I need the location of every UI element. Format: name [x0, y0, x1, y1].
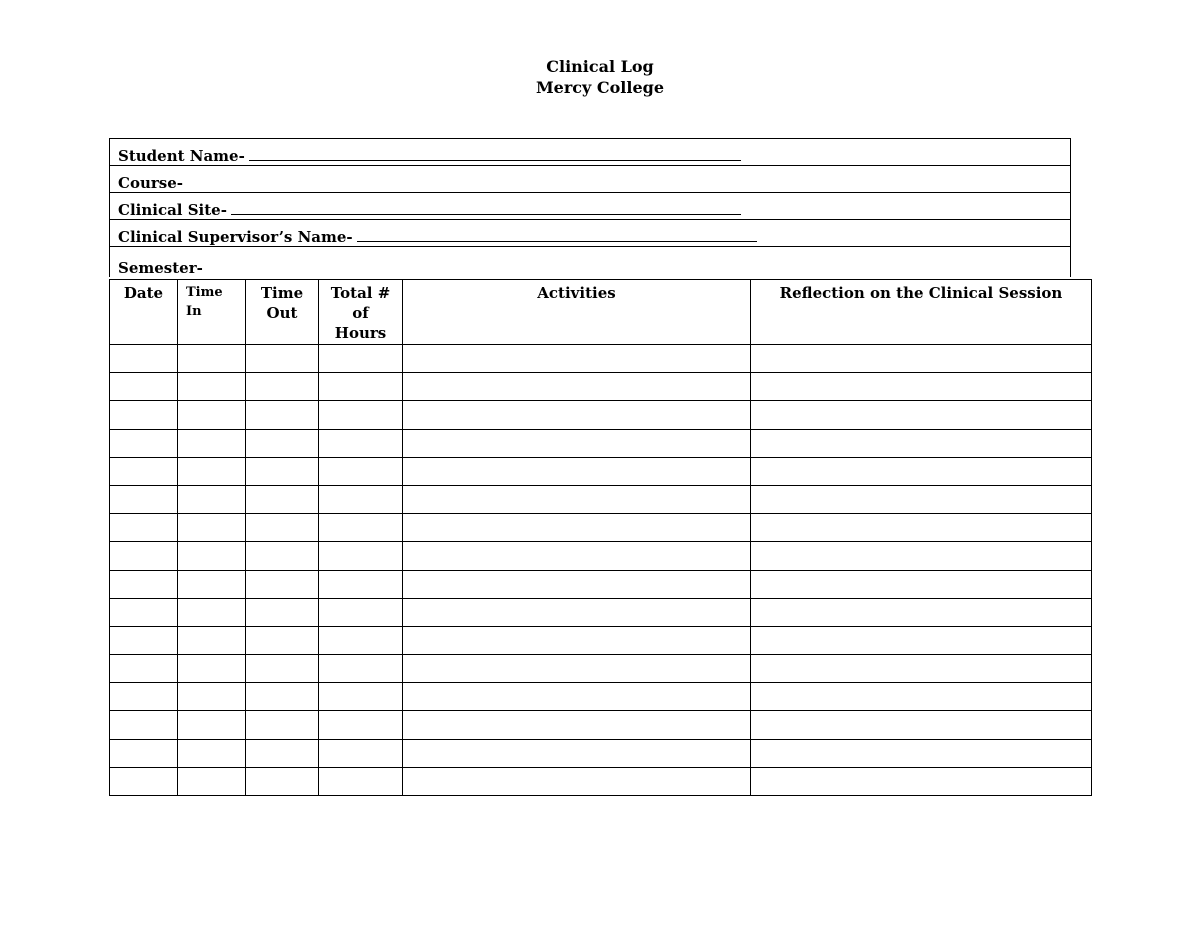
time-out-cell[interactable]: [246, 655, 319, 683]
supervisor-label: Clinical Supervisor’s Name-: [118, 228, 353, 246]
clinical-site-label: Clinical Site-: [118, 201, 227, 219]
date-cell[interactable]: [110, 345, 178, 373]
table-row: [110, 514, 1092, 542]
time-out-cell[interactable]: [246, 570, 319, 598]
column-time-out: Time Out: [246, 280, 319, 345]
time-out-cell[interactable]: [246, 626, 319, 654]
semester-label: Semester-: [118, 258, 203, 277]
table-row: [110, 373, 1092, 401]
activities-cell[interactable]: [403, 598, 751, 626]
date-cell[interactable]: [110, 457, 178, 485]
time-out-cell[interactable]: [246, 429, 319, 457]
activities-cell[interactable]: [403, 373, 751, 401]
supervisor-field[interactable]: [357, 227, 757, 242]
time-in-cell[interactable]: [178, 626, 246, 654]
total-hours-cell[interactable]: [319, 683, 403, 711]
time-in-cell[interactable]: [178, 598, 246, 626]
table-row: [110, 739, 1092, 767]
reflection-cell[interactable]: [751, 598, 1092, 626]
activities-cell[interactable]: [403, 429, 751, 457]
date-cell[interactable]: [110, 626, 178, 654]
time-out-cell[interactable]: [246, 711, 319, 739]
time-out-cell[interactable]: [246, 457, 319, 485]
activities-cell[interactable]: [403, 655, 751, 683]
table-row: [110, 767, 1092, 795]
time-in-cell[interactable]: [178, 514, 246, 542]
date-cell[interactable]: [110, 514, 178, 542]
course-row: [110, 166, 1071, 193]
date-cell[interactable]: [110, 429, 178, 457]
total-hours-cell[interactable]: [319, 570, 403, 598]
time-in-cell[interactable]: [178, 655, 246, 683]
student-name-field[interactable]: [249, 146, 741, 161]
log-header-row: [110, 280, 1092, 345]
time-in-cell[interactable]: [178, 542, 246, 570]
semester-row: [110, 247, 1071, 277]
column-date: Date: [110, 280, 178, 345]
date-cell[interactable]: [110, 655, 178, 683]
table-row: [110, 457, 1092, 485]
time-out-cell[interactable]: [246, 683, 319, 711]
total-hours-cell[interactable]: [319, 429, 403, 457]
reflection-cell[interactable]: [751, 767, 1092, 795]
time-in-cell[interactable]: [178, 345, 246, 373]
time-out-cell[interactable]: [246, 401, 319, 429]
course-label: Course-: [118, 174, 183, 192]
column-time-in: Time In: [178, 280, 246, 345]
date-cell[interactable]: [110, 570, 178, 598]
supervisor-row: [110, 220, 1071, 247]
activities-cell[interactable]: [403, 683, 751, 711]
column-activities: Activities: [403, 280, 751, 345]
total-hours-cell[interactable]: [319, 345, 403, 373]
total-hours-cell[interactable]: [319, 598, 403, 626]
reflection-cell[interactable]: [751, 711, 1092, 739]
total-hours-cell[interactable]: [319, 711, 403, 739]
activities-cell[interactable]: [403, 626, 751, 654]
date-cell[interactable]: [110, 485, 178, 513]
student-info-table: [109, 138, 1071, 277]
reflection-cell[interactable]: [751, 542, 1092, 570]
table-row: [110, 626, 1092, 654]
time-in-cell[interactable]: [178, 767, 246, 795]
institution-name: Mercy College: [535, 78, 665, 97]
total-hours-cell[interactable]: [319, 739, 403, 767]
time-out-cell[interactable]: [246, 598, 319, 626]
time-out-cell[interactable]: [246, 373, 319, 401]
date-cell[interactable]: [110, 683, 178, 711]
table-row: [110, 598, 1092, 626]
column-total-hours: Total # of Hours: [319, 280, 403, 345]
reflection-cell[interactable]: [751, 373, 1092, 401]
activities-cell[interactable]: [403, 711, 751, 739]
total-hours-cell[interactable]: [319, 485, 403, 513]
reflection-cell[interactable]: [751, 739, 1092, 767]
table-row: [110, 711, 1092, 739]
reflection-cell[interactable]: [751, 429, 1092, 457]
activities-cell[interactable]: [403, 739, 751, 767]
time-in-cell[interactable]: [178, 485, 246, 513]
table-row: [110, 485, 1092, 513]
activities-cell[interactable]: [403, 514, 751, 542]
student-name-row: [110, 139, 1071, 166]
document-header: [0, 56, 1200, 98]
time-out-cell[interactable]: [246, 767, 319, 795]
time-in-cell[interactable]: [178, 373, 246, 401]
time-in-cell[interactable]: [178, 457, 246, 485]
time-in-cell[interactable]: [178, 711, 246, 739]
table-row: [110, 683, 1092, 711]
table-row: [110, 345, 1092, 373]
reflection-cell[interactable]: [751, 514, 1092, 542]
date-cell[interactable]: [110, 767, 178, 795]
time-in-cell[interactable]: [178, 739, 246, 767]
date-cell[interactable]: [110, 598, 178, 626]
time-out-cell[interactable]: [246, 485, 319, 513]
time-out-cell[interactable]: [246, 514, 319, 542]
activities-cell[interactable]: [403, 457, 751, 485]
column-reflection: Reflection on the Clinical Session: [751, 280, 1092, 345]
table-row: [110, 542, 1092, 570]
total-hours-cell[interactable]: [319, 767, 403, 795]
table-row: [110, 429, 1092, 457]
table-row: [110, 401, 1092, 429]
reflection-cell[interactable]: [751, 683, 1092, 711]
activities-cell[interactable]: [403, 485, 751, 513]
time-in-cell[interactable]: [178, 401, 246, 429]
activities-cell[interactable]: [403, 767, 751, 795]
total-hours-cell[interactable]: [319, 401, 403, 429]
time-out-cell[interactable]: [246, 345, 319, 373]
clinical-site-field[interactable]: [231, 200, 741, 215]
total-hours-cell[interactable]: [319, 655, 403, 683]
reflection-cell[interactable]: [751, 655, 1092, 683]
date-cell[interactable]: [110, 739, 178, 767]
document-title: Clinical Log: [546, 57, 654, 76]
total-hours-cell[interactable]: [319, 457, 403, 485]
time-in-cell[interactable]: [178, 429, 246, 457]
reflection-cell[interactable]: [751, 485, 1092, 513]
time-in-cell[interactable]: [178, 570, 246, 598]
date-cell[interactable]: [110, 373, 178, 401]
total-hours-cell[interactable]: [319, 626, 403, 654]
activities-cell[interactable]: [403, 401, 751, 429]
reflection-cell[interactable]: [751, 401, 1092, 429]
activities-cell[interactable]: [403, 542, 751, 570]
total-hours-cell[interactable]: [319, 373, 403, 401]
date-cell[interactable]: [110, 542, 178, 570]
total-hours-cell[interactable]: [319, 514, 403, 542]
clinical-site-row: [110, 193, 1071, 220]
reflection-cell[interactable]: [751, 345, 1092, 373]
activities-cell[interactable]: [403, 570, 751, 598]
reflection-cell[interactable]: [751, 457, 1092, 485]
time-in-cell[interactable]: [178, 683, 246, 711]
table-row: [110, 655, 1092, 683]
activities-cell[interactable]: [403, 345, 751, 373]
date-cell[interactable]: [110, 711, 178, 739]
student-name-label: Student Name-: [118, 147, 245, 165]
reflection-cell[interactable]: [751, 626, 1092, 654]
date-cell[interactable]: [110, 401, 178, 429]
total-hours-cell[interactable]: [319, 542, 403, 570]
time-out-cell[interactable]: [246, 739, 319, 767]
time-out-cell[interactable]: [246, 542, 319, 570]
clinical-log-table: [109, 279, 1092, 796]
reflection-cell[interactable]: [751, 570, 1092, 598]
table-row: [110, 570, 1092, 598]
log-body: [110, 345, 1092, 796]
